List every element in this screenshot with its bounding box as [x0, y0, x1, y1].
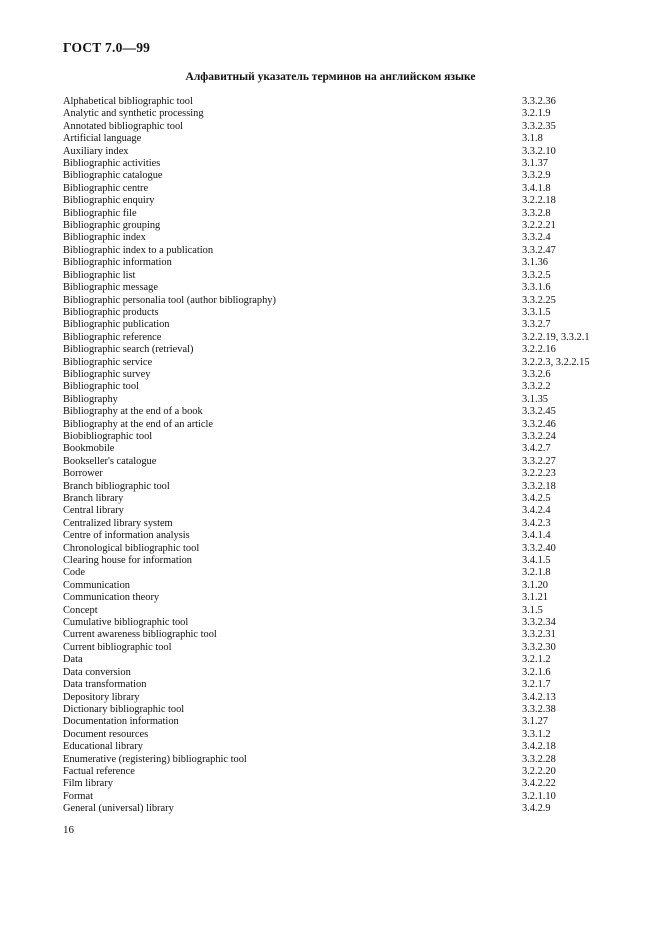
- index-reference: 3.3.2.24: [522, 430, 556, 442]
- index-term: Branch bibliographic tool: [63, 480, 170, 492]
- index-reference: 3.1.8: [522, 133, 543, 145]
- index-term: Annotated bibliographic tool: [63, 120, 184, 132]
- index-entry: [63, 133, 623, 145]
- index-entry: [63, 605, 623, 617]
- index-reference: 3.3.2.10: [522, 145, 556, 157]
- index-entry: [63, 518, 623, 530]
- term-index-list: [63, 96, 623, 816]
- index-term: Bibliography at the end of an article: [63, 418, 214, 430]
- index-entry: [63, 394, 623, 406]
- index-reference: 3.4.2.3: [522, 517, 551, 529]
- index-term: Data: [63, 654, 83, 666]
- index-entry: [63, 270, 623, 282]
- index-reference: 3.1.21: [522, 592, 548, 604]
- index-reference: 3.4.1.8: [522, 182, 551, 194]
- index-entry: [63, 766, 623, 778]
- index-entry: [63, 667, 623, 679]
- index-entry: [63, 431, 623, 443]
- index-term: Bookseller's catalogue: [63, 455, 157, 467]
- index-term: Bibliographic products: [63, 306, 159, 318]
- index-term: Bibliographic service: [63, 356, 153, 368]
- index-reference: 3.1.37: [522, 158, 548, 170]
- index-entry: [63, 530, 623, 542]
- index-reference: 3.3.2.31: [522, 629, 556, 641]
- index-entry: [63, 146, 623, 158]
- index-reference: 3.3.2.25: [522, 294, 556, 306]
- index-reference: 3.3.2.47: [522, 244, 556, 256]
- index-reference: 3.2.2.18: [522, 195, 556, 207]
- index-term: Documentation information: [63, 716, 179, 728]
- index-reference: 3.2.2.19, 3.3.2.1: [522, 331, 590, 343]
- index-reference: 3.3.2.27: [522, 455, 556, 467]
- index-term: Alphabetical bibliographic tool: [63, 96, 193, 107]
- index-term: Bibliography: [63, 393, 118, 405]
- index-term: Bibliographic index to a publication: [63, 244, 214, 256]
- index-term: Dictionary bibliographic tool: [63, 703, 185, 715]
- index-entry: [63, 704, 623, 716]
- index-reference: 3.3.2.6: [522, 368, 551, 380]
- index-entry: [63, 257, 623, 269]
- index-term: Biobibliographic tool: [63, 430, 153, 442]
- index-entry: [63, 307, 623, 319]
- index-reference: 3.4.2.4: [522, 505, 551, 517]
- index-entry: [63, 716, 623, 728]
- index-reference: 3.1.20: [522, 579, 548, 591]
- index-term: Bibliographic tool: [63, 381, 139, 393]
- index-term: Concept: [63, 604, 98, 616]
- index-entry: [63, 357, 623, 369]
- index-entry: [63, 456, 623, 468]
- index-reference: 3.3.2.8: [522, 207, 551, 219]
- index-reference: 3.3.2.35: [522, 120, 556, 132]
- index-reference: 3.4.1.4: [522, 530, 551, 542]
- index-term: Bibliographic search (retrieval): [63, 344, 194, 356]
- index-entry: [63, 729, 623, 741]
- index-reference: 3.3.1.2: [522, 728, 551, 740]
- index-reference: 3.4.1.5: [522, 555, 551, 567]
- index-reference: 3.3.2.34: [522, 617, 556, 629]
- index-entry: [63, 195, 623, 207]
- index-reference: 3.3.2.5: [522, 269, 551, 281]
- index-term: Chronological bibliographic tool: [63, 542, 200, 554]
- index-term: Bibliographic enquiry: [63, 195, 155, 207]
- index-entry: [63, 754, 623, 766]
- index-reference: 3.4.2.9: [522, 803, 551, 815]
- index-term: General (universal) library: [63, 803, 174, 815]
- index-entry: [63, 592, 623, 604]
- index-entry: [63, 282, 623, 294]
- index-reference: 3.3.2.40: [522, 542, 556, 554]
- index-entry: [63, 183, 623, 195]
- index-reference: 3.2.2.21: [522, 220, 556, 232]
- index-reference: 3.2.1.6: [522, 666, 551, 678]
- index-entry: [63, 468, 623, 480]
- index-entry: [63, 803, 623, 815]
- index-reference: 3.3.2.18: [522, 480, 556, 492]
- index-entry: [63, 692, 623, 704]
- index-reference: 3.4.2.5: [522, 493, 551, 504]
- index-term: Bibliographic personalia tool (author bibliography): [63, 294, 276, 306]
- index-term: Bibliographic information: [63, 257, 172, 269]
- index-reference: 3.3.2.28: [522, 753, 556, 765]
- index-reference: 3.3.1.6: [522, 282, 551, 294]
- index-reference: 3.2.2.3, 3.2.2.15: [522, 356, 590, 368]
- index-reference: 3.3.2.45: [522, 406, 556, 418]
- index-term: Data transformation: [63, 679, 147, 691]
- index-reference: 3.1.36: [522, 257, 548, 269]
- index-term: Bibliography at the end of a book: [63, 406, 203, 418]
- index-term: Format: [63, 790, 94, 802]
- index-term: Communication theory: [63, 592, 160, 604]
- index-term: Communication: [63, 579, 130, 591]
- index-term: Bibliographic activities: [63, 158, 161, 170]
- index-entry: [63, 481, 623, 493]
- index-reference: 3.3.2.4: [522, 232, 551, 244]
- index-entry: [63, 629, 623, 641]
- index-reference: 3.3.2.7: [522, 319, 551, 331]
- index-term: Bibliographic message: [63, 282, 158, 294]
- index-entry: [63, 741, 623, 753]
- index-reference: 3.2.2.23: [522, 468, 556, 480]
- index-term: Bibliographic list: [63, 269, 136, 281]
- index-term: Bibliographic reference: [63, 331, 162, 343]
- index-title: Алфавитный указатель терминов на английском языке: [185, 71, 476, 83]
- index-reference: 3.4.2.13: [522, 691, 556, 703]
- index-entry: [63, 220, 623, 232]
- index-entry: [63, 208, 623, 220]
- index-entry: [63, 245, 623, 257]
- document-code: ГОСТ 7.0—99: [63, 40, 151, 55]
- index-reference: 3.3.2.2: [522, 381, 551, 393]
- index-entry: [63, 344, 623, 356]
- index-reference: 3.4.2.22: [522, 778, 556, 790]
- index-entry: [63, 791, 623, 803]
- index-term: Bibliographic index: [63, 232, 146, 244]
- index-term: Film library: [63, 778, 113, 790]
- index-reference: 3.1.35: [522, 393, 548, 405]
- index-term: Document resources: [63, 728, 149, 740]
- index-term: Bibliographic catalogue: [63, 170, 163, 182]
- page-number: 16: [63, 824, 74, 836]
- index-term: Educational library: [63, 741, 143, 753]
- index-term: Code: [63, 567, 85, 579]
- index-term: Branch library: [63, 493, 124, 504]
- index-entry: [63, 295, 623, 307]
- index-entry: [63, 505, 623, 517]
- index-reference: 3.1.27: [522, 716, 548, 728]
- index-term: Current awareness bibliographic tool: [63, 629, 217, 641]
- index-term: Centralized library system: [63, 517, 173, 529]
- index-entry: [63, 580, 623, 592]
- index-entry: [63, 406, 623, 418]
- index-entry: [63, 232, 623, 244]
- index-entry: [63, 158, 623, 170]
- index-entry: [63, 543, 623, 555]
- index-term: Borrower: [63, 468, 103, 480]
- index-term: Cumulative bibliographic tool: [63, 617, 189, 629]
- index-term: Bibliographic centre: [63, 182, 149, 194]
- index-term: Depository library: [63, 691, 140, 703]
- index-reference: 3.2.1.10: [522, 790, 556, 802]
- index-reference: 3.2.2.20: [522, 765, 556, 777]
- index-entry: [63, 319, 623, 331]
- index-entry: [63, 778, 623, 790]
- index-term: Central library: [63, 505, 124, 517]
- index-term: Current bibliographic tool: [63, 641, 172, 653]
- index-entry: [63, 121, 623, 133]
- index-reference: 3.4.2.18: [522, 741, 556, 753]
- index-term: Bibliographic grouping: [63, 220, 161, 232]
- index-term: Artificial language: [63, 133, 142, 145]
- index-term: Bibliographic file: [63, 207, 137, 219]
- index-reference: 3.2.1.9: [522, 108, 551, 120]
- index-entry: [63, 679, 623, 691]
- index-reference: 3.1.5: [522, 604, 543, 616]
- index-reference: 3.2.2.16: [522, 344, 556, 356]
- index-reference: 3.2.1.8: [522, 567, 551, 579]
- index-term: Factual reference: [63, 765, 135, 777]
- index-entry: [63, 567, 623, 579]
- index-entry: [63, 642, 623, 654]
- index-entry: [63, 381, 623, 393]
- index-term: Auxiliary index: [63, 145, 129, 157]
- index-entry: [63, 369, 623, 381]
- index-entry: [63, 443, 623, 455]
- index-entry: [63, 617, 623, 629]
- index-term: Analytic and synthetic processing: [63, 108, 204, 120]
- index-reference: 3.3.2.36: [522, 96, 556, 107]
- index-term: Centre of information analysis: [63, 530, 190, 542]
- index-entry: [63, 654, 623, 666]
- index-term: Enumerative (registering) bibliographic tool: [63, 753, 247, 765]
- index-entry: [63, 332, 623, 344]
- index-term: Clearing house for information: [63, 555, 192, 567]
- index-reference: 3.2.1.7: [522, 679, 551, 691]
- index-entry: [63, 555, 623, 567]
- index-entry: [63, 493, 623, 505]
- index-entry: [63, 419, 623, 431]
- index-entry: [63, 96, 623, 108]
- index-reference: 3.4.2.7: [522, 443, 551, 455]
- index-reference: 3.2.1.2: [522, 654, 551, 666]
- index-reference: 3.3.2.38: [522, 703, 556, 715]
- index-entry: [63, 170, 623, 182]
- index-term: Bookmobile: [63, 443, 115, 455]
- index-term: Data conversion: [63, 666, 131, 678]
- index-reference: 3.3.2.46: [522, 418, 556, 430]
- index-term: Bibliographic publication: [63, 319, 170, 331]
- index-reference: 3.3.1.5: [522, 306, 551, 318]
- index-reference: 3.3.2.30: [522, 641, 556, 653]
- index-reference: 3.3.2.9: [522, 170, 551, 182]
- index-term: Bibliographic survey: [63, 368, 151, 380]
- index-entry: [63, 108, 623, 120]
